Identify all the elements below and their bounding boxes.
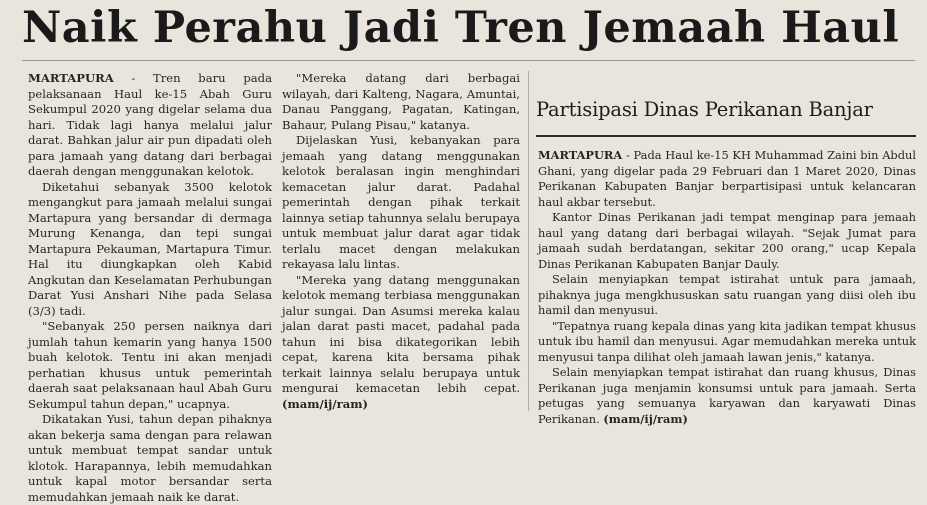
main-paragraph-4: Dikatakan Yusi, tahun depan pihaknya akan bekerja sama dengan para relawan untuk membuat tempat sandar untuk klotok. Harapannya, lebih memudahkan untuk kapal motor bersandar serta memudahkan jemaah naik ke darat. bbox=[28, 412, 272, 504]
column-divider bbox=[528, 71, 529, 411]
headline-rule bbox=[22, 60, 915, 61]
main-paragraph-6: Dijelaskan Yusi, kebanyakan para jemaah yang datang menggunakan kelotok beralasan ingin menghindari kemacetan jalur darat. Padahal pemerintah dengan pihak terkait lainnya setiap tahunnya selalu berupaya untuk membuat jalur darat agar tidak terlalu macet dengan melakukan rekayasa lalu lintas. bbox=[282, 133, 520, 271]
main-article-column-2 bbox=[282, 71, 520, 412]
main-paragraph-1: MARTAPURA - Tren baru pada pelaksanaan Haul ke-15 Abah Guru Sekumpul 2020 yang digelar selama dua hari. Tidak lagi hanya melalui jalur darat. Bahkan jalur air pun dipadati oleh para jamaah yang datang dari berbagai daerah dengan menggunakan kelotok. bbox=[28, 71, 272, 178]
main-signoff: (mam/ij/ram) bbox=[282, 396, 368, 411]
side-paragraph-2: Kantor Dinas Perikanan jadi tempat menginap para jemaah haul yang datang dari berbagai wilayah. "Sejak Jumat para jamaah sudah berdatangan, sekitar 200 orang," ucap Kepala Dinas Perikanan Kabupaten Banjar Dauly. bbox=[538, 210, 916, 271]
side-dateline: MARTAPURA bbox=[538, 148, 623, 162]
headline: Naik Perahu Jadi Tren Jemaah Haul bbox=[22, 3, 900, 53]
side-paragraph-5: Selain menyiapkan tempat istirahat dan ruang khusus, Dinas Perikanan juga menjamin konsumsi untuk para jamaah. Serta petugas yang semuanya karyawan dan karyawati Dinas Perikanan. (mam/ij/ram) bbox=[538, 365, 916, 426]
side-paragraph-3: Selain menyiapkan tempat istirahat untuk para jamaah, pihaknya juga mengkhususkan satu ruangan yang diisi oleh ibu hamil dan menyusui. bbox=[538, 272, 916, 317]
side-signoff: (mam/ij/ram) bbox=[603, 411, 688, 426]
main-paragraph-7: "Mereka yang datang menggunakan kelotok memang terbiasa menggunakan jalur sungai. Dan Asumsi mereka kalau jalan darat pasti macet, padahal pada tahun ini bisa dikategorikan lebih cepat, karena kita bersama pihak terkait lainnya selalu berupaya untuk mengurai kemacetan lebih cepat. (mam/ij/ram) bbox=[282, 272, 520, 411]
side-title-rule bbox=[536, 135, 916, 137]
side-paragraph-4: "Tepatnya ruang kepala dinas yang kita jadikan tempat khusus untuk ibu hamil dan menyusui. Agar memudahkan mereka untuk menyusui tanpa dilihat oleh jamaah lawan jenis," katanya. bbox=[538, 318, 916, 364]
main-paragraph-3: "Sebanyak 250 persen naiknya dari jumlah tahun kemarin yang hanya 1500 buah kelotok. Tentu ini akan menjadi perhatian khusus untuk pemerintah daerah saat pelaksanaan haul Abah Guru Sekumpul tahun depan," ucapnya. bbox=[28, 319, 272, 411]
main-dateline: MARTAPURA bbox=[28, 71, 114, 85]
main-paragraph-5: "Mereka datang dari berbagai wilayah, dari Kalteng, Nagara, Amuntai, Danau Panggang, Pagatan, Katingan, Bahaur, Pulang Pisau," katanya. bbox=[282, 71, 520, 132]
side-paragraph-1: MARTAPURA - Pada Haul ke-15 KH Muhammad Zaini bin Abdul Ghani, yang digelar pada 29 Februari dan 1 Maret 2020, Dinas Perikanan Kabupaten Banjar berpartisipasi untuk kelancaran haul akbar tersebut. bbox=[538, 148, 916, 209]
main-paragraph-2: Diketahui sebanyak 3500 kelotok mengangkut para jamaah melalui sungai Martapura yang bersandar di dermaga Murung Kenanga, dan tepi sungai Martapura Pekauman, Martapura Timur. Hal itu diungkapkan oleh Kabid Angkutan dan Keselamatan Perhubungan Darat Yusi Anshari Nihe pada Selasa (3/3) tadi. bbox=[28, 179, 273, 318]
side-article-title: Partisipasi Dinas Perikanan Banjar bbox=[536, 98, 873, 121]
side-article-body bbox=[538, 148, 916, 427]
main-article-column-1 bbox=[28, 71, 272, 505]
